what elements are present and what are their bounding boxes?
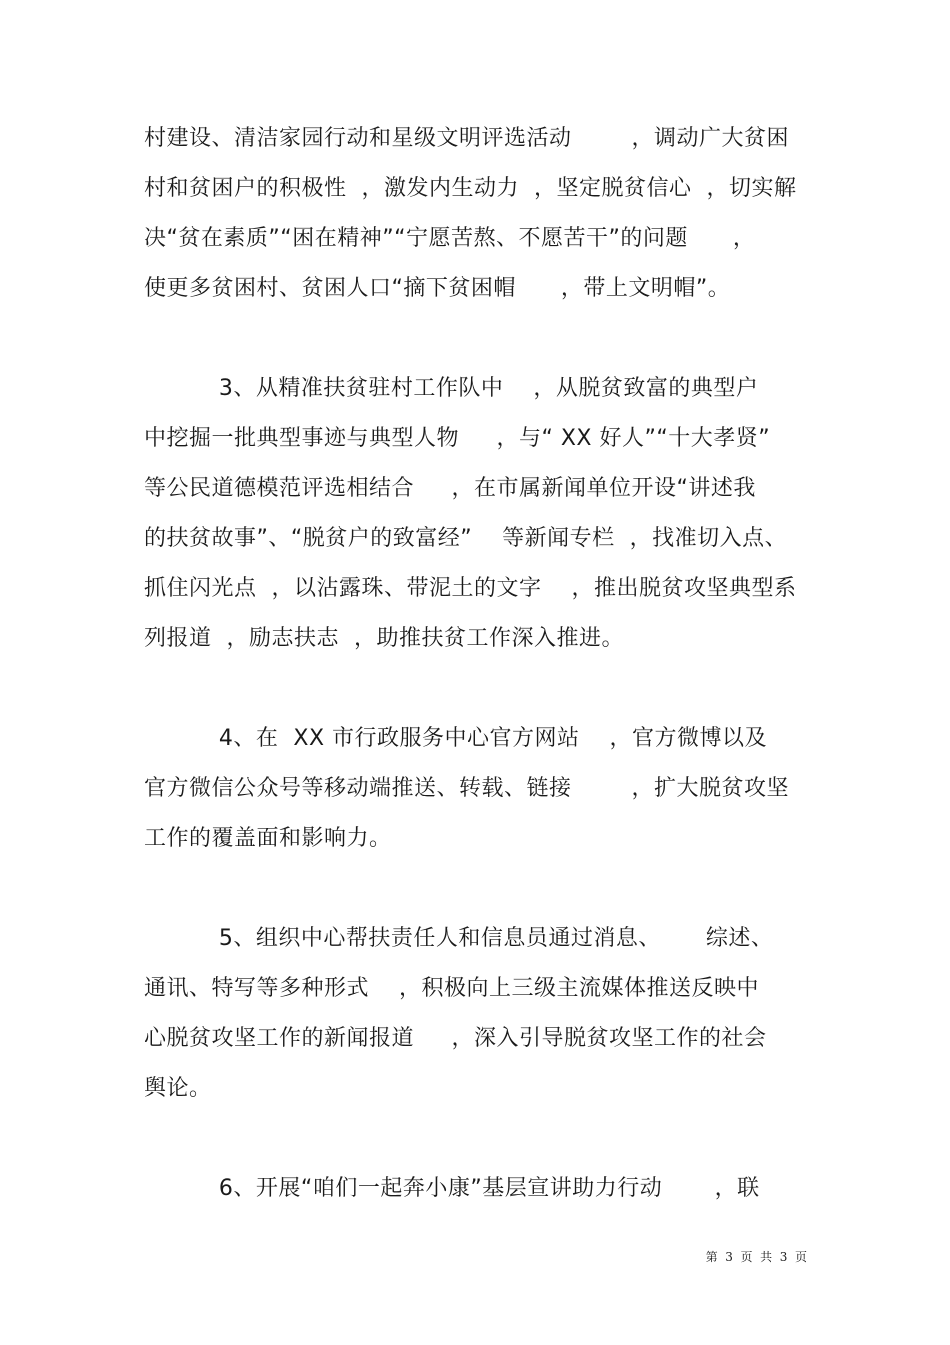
paragraph-5-line-1: 6、开展“咱们一起奔小康”基层宣讲助力行动 ，联	[144, 1176, 760, 1201]
paragraph-3-line-2: 官方微信公众号等移动端推送、转载、链接 ，扩大脱贫攻坚	[144, 776, 789, 801]
paragraph-3-line-1: 4、在 XX 市行政服务中心官方网站 ，官方微博以及	[144, 726, 768, 751]
page-number-footer: 第 3 页 共 3 页	[705, 1250, 807, 1264]
paragraph-4-line-1: 5、组织中心帮扶责任人和信息员通过消息、 综述、	[144, 926, 774, 951]
paragraph-4-line-3: 心脱贫攻坚工作的新闻报道 ，深入引导脱贫攻坚工作的社会	[144, 1026, 767, 1051]
paragraph-4-line-2: 通讯、特写等多种形式 ，积极向上三级主流媒体推送反映中	[144, 976, 759, 1001]
paragraph-1-line-2: 村和贫困户的积极性 ，激发内生动力 ，坚定脱贫信心 ，切实解	[144, 176, 797, 201]
paragraph-1-line-1: 村建设、清洁家园行动和星级文明评选活动 ，调动广大贫困	[144, 126, 789, 151]
paragraph-4-line-4: 舆论。	[144, 1076, 212, 1101]
paragraph-2-line-6: 列报道 ，励志扶志 ，助推扶贫工作深入推进。	[144, 626, 624, 651]
paragraph-1-line-4: 使更多贫困村、贫困人口“摘下贫困帽 ，带上文明帽”。	[144, 276, 731, 301]
paragraph-2-line-2: 中挖掘一批典型事迹与典型人物 ，与“ XX 好人”“十大孝贤”	[144, 426, 771, 451]
paragraph-2-line-3: 等公民道德模范评选相结合 ，在市属新闻单位开设“讲述我	[144, 476, 756, 501]
paragraph-1-line-3: 决“贫在素质”“困在精神”“宁愿苦熬、不愿苦干”的问题 ，	[144, 226, 756, 251]
paragraph-3-line-3: 工作的覆盖面和影响力。	[144, 826, 392, 851]
paragraph-2-line-1: 3、从精准扶贫驻村工作队中 ，从脱贫致富的典型户	[144, 376, 759, 401]
paragraph-2-line-4: 的扶贫故事”、“脱贫户的致富经” 等新闻专栏 ，找准切入点、	[144, 526, 788, 551]
paragraph-2-line-5: 抓住闪光点 ，以沾露珠、带泥土的文字 ，推出脱贫攻坚典型系	[144, 576, 797, 601]
